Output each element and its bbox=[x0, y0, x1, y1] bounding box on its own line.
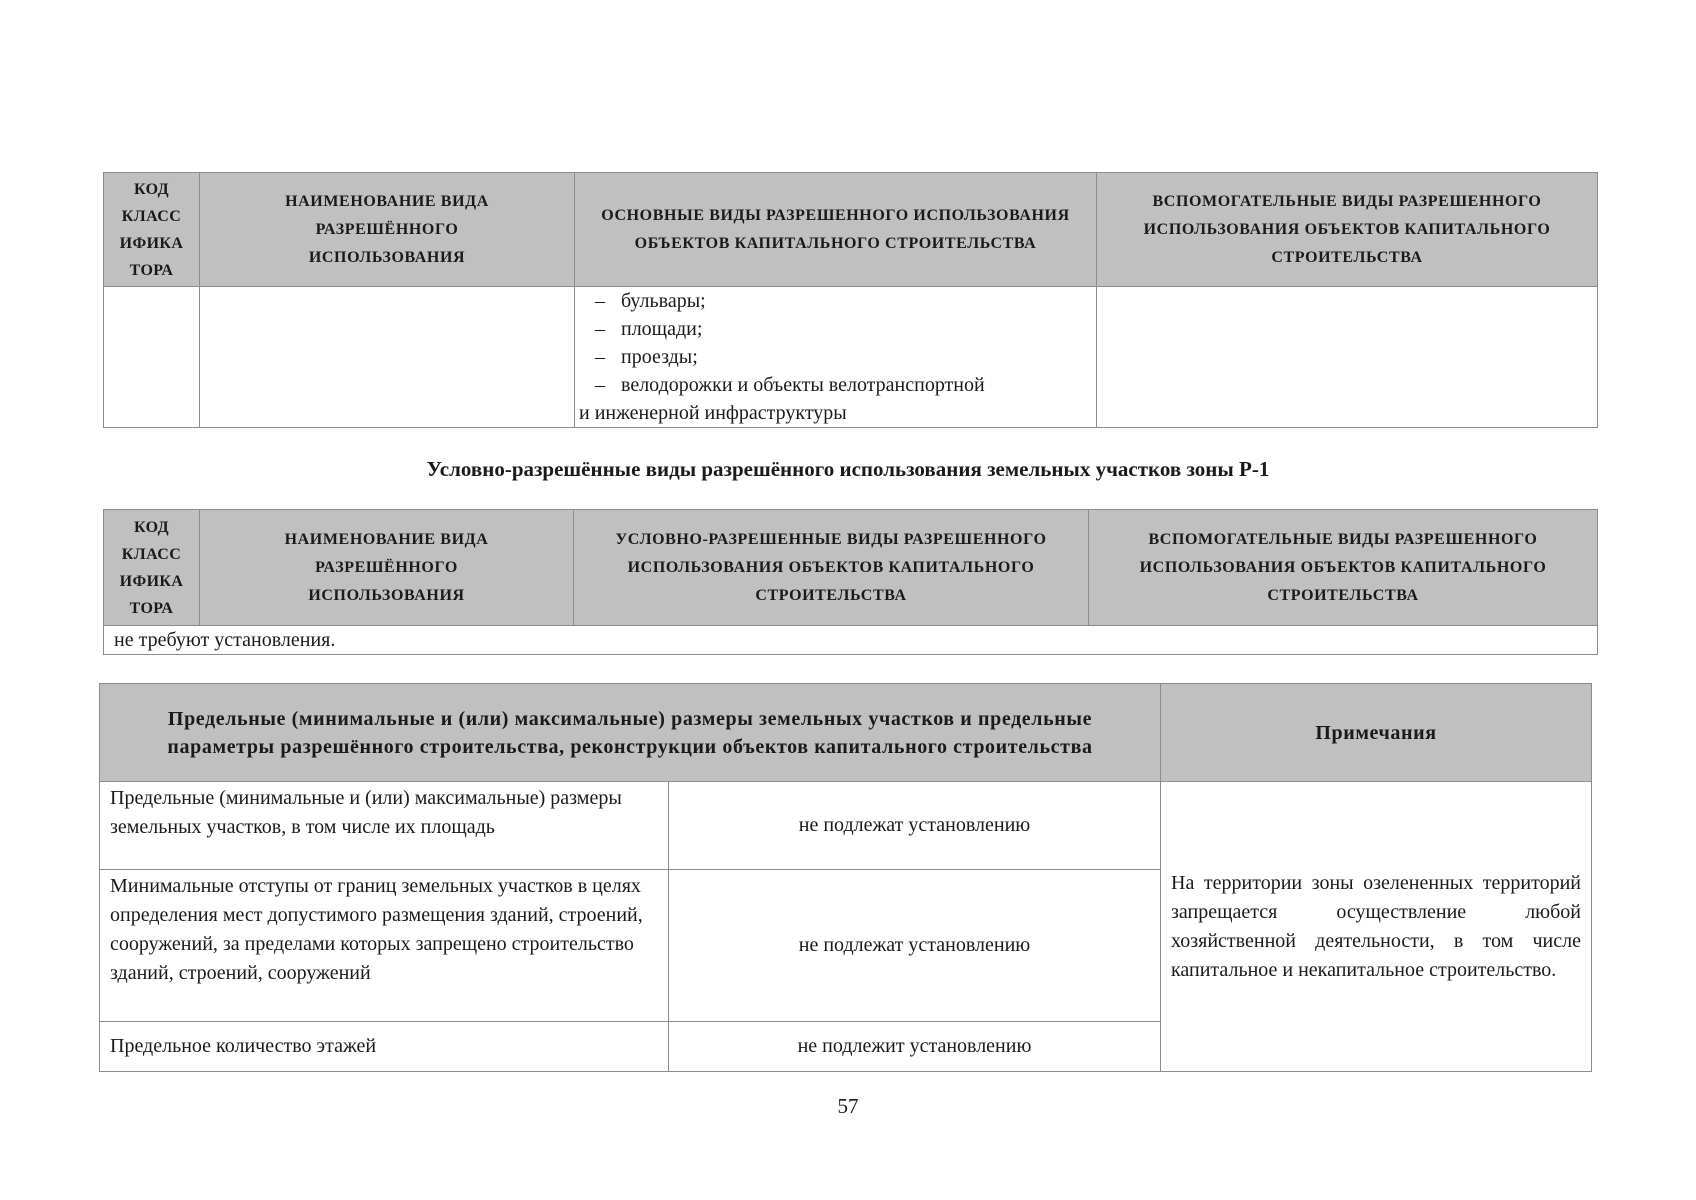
parameter-value: не подлежат установлению bbox=[669, 782, 1161, 870]
header-code-line: ИФИКА bbox=[119, 234, 184, 252]
main-uses-list bbox=[575, 287, 1097, 428]
parameter-label: Предельное количество этажей bbox=[100, 1022, 669, 1072]
cell-empty bbox=[1097, 287, 1598, 428]
header-code-line: ТОРА bbox=[129, 599, 174, 617]
parameter-value: не подлежит установлению bbox=[669, 1022, 1161, 1072]
parameter-label: Минимальные отступы от границ земельных участков в целях определения мест допустимого размещения зданий, строений, сооружений, за пределами которых запрещено строительство зданий, строений, сооружений bbox=[100, 870, 669, 1022]
header-limit-parameters: Предельные (минимальные и (или) максимальные) размеры земельных участков и предельные параметры разрешённого строительства, реконструкции объектов капитального строительства bbox=[100, 684, 1161, 782]
header-aux-uses: ВСПОМОГАТЕЛЬНЫЕ ВИДЫ РАЗРЕШЕННОГО ИСПОЛЬЗОВАНИЯ ОБЪЕКТОВ КАПИТАЛЬНОГО СТРОИТЕЛЬСТВА bbox=[1089, 510, 1598, 626]
cell-empty bbox=[200, 287, 575, 428]
notes-text: На территории зоны озелененных территорий запрещается осуществление любой хозяйственной деятельности, в том числе капитальное и некапитальное строительство. bbox=[1161, 782, 1592, 1072]
list-item: – бульвары; bbox=[595, 290, 706, 312]
list-item: – проезды; bbox=[595, 346, 698, 368]
parameters-table bbox=[99, 683, 1592, 1072]
header-use-name: НАИМЕНОВАНИЕ ВИДА РАЗРЕШЁННОГО ИСПОЛЬЗОВАНИЯ bbox=[200, 510, 574, 626]
list-item: – велодорожки и объекты велотранспортной bbox=[595, 374, 985, 396]
section-title: Условно-разрешённые виды разрешённого использования земельных участков зоны Р-1 bbox=[426, 457, 1270, 481]
header-code-line: КЛАСС bbox=[121, 545, 182, 563]
cell-empty bbox=[104, 287, 200, 428]
header-aux-uses: ВСПОМОГАТЕЛЬНЫЕ ВИДЫ РАЗРЕШЕННОГО ИСПОЛЬЗОВАНИЯ ОБЪЕКТОВ КАПИТАЛЬНОГО СТРОИТЕЛЬСТВА bbox=[1097, 173, 1598, 287]
header-code-line: ТОРА bbox=[129, 261, 174, 279]
header-code-line: КОД bbox=[133, 180, 170, 198]
header-classifier-code bbox=[104, 173, 200, 287]
header-code-line: ИФИКА bbox=[119, 572, 184, 590]
header-conditional-uses: УСЛОВНО-РАЗРЕШЕННЫЕ ВИДЫ РАЗРЕШЕННОГО ИСПОЛЬЗОВАНИЯ ОБЪЕКТОВ КАПИТАЛЬНОГО СТРОИТЕЛЬСТВА bbox=[574, 510, 1089, 626]
parameter-label: Предельные (минимальные и (или) максимальные) размеры земельных участков, в том числе их площадь bbox=[100, 782, 669, 870]
list-item-continuation: и инженерной инфраструктуры bbox=[579, 402, 847, 424]
page-number: 57 bbox=[837, 1094, 859, 1118]
header-use-name: НАИМЕНОВАНИЕ ВИДА РАЗРЕШЁННОГО ИСПОЛЬЗОВАНИЯ bbox=[200, 173, 575, 287]
header-classifier-code bbox=[104, 510, 200, 626]
conditional-uses-table bbox=[103, 509, 1598, 655]
list-item: – площади; bbox=[595, 318, 703, 340]
header-main-uses: ОСНОВНЫЕ ВИДЫ РАЗРЕШЕННОГО ИСПОЛЬЗОВАНИЯ ОБЪЕКТОВ КАПИТАЛЬНОГО СТРОИТЕЛЬСТВА bbox=[575, 173, 1097, 287]
parameter-value: не подлежат установлению bbox=[669, 870, 1161, 1022]
header-code-line: КЛАСС bbox=[121, 207, 182, 225]
permitted-uses-table bbox=[103, 172, 1598, 428]
conditional-uses-note: не требуют установления. bbox=[104, 626, 1598, 655]
header-code-line: КОД bbox=[133, 518, 170, 536]
header-notes: Примечания bbox=[1161, 684, 1592, 782]
